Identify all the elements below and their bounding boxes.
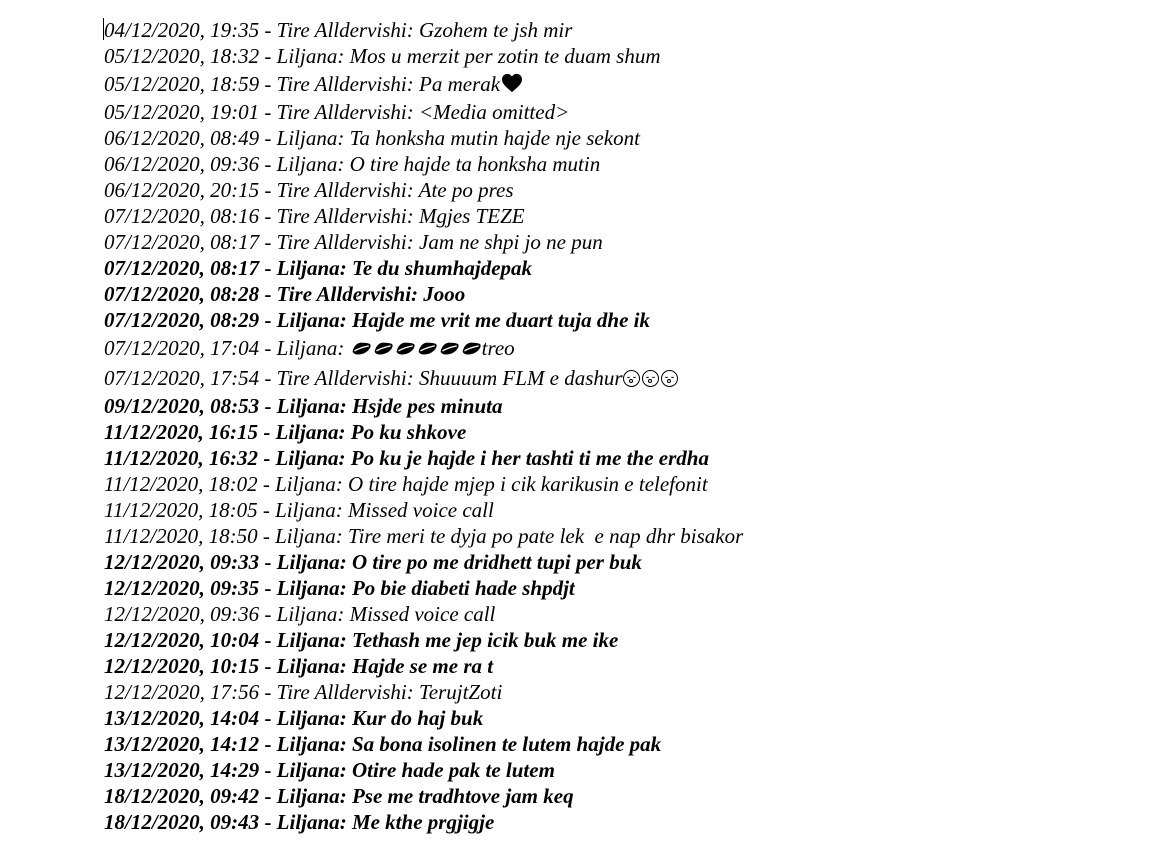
message-timestamp: 13/12/2020, 14:12 bbox=[104, 732, 260, 756]
message-timestamp: 12/12/2020, 17:56 bbox=[104, 680, 260, 704]
message-timestamp: 13/12/2020, 14:29 bbox=[104, 758, 260, 782]
message-timestamp: 12/12/2020, 10:15 bbox=[104, 654, 260, 678]
message-text: Mgjes TEZE bbox=[419, 204, 525, 228]
message-sender: Liljana bbox=[276, 308, 340, 332]
message-sender: Liljana bbox=[276, 152, 338, 176]
kissing-face-icon bbox=[623, 370, 640, 387]
message-sender: Liljana bbox=[275, 498, 336, 522]
message-text: Shuuuum FLM e dashur bbox=[419, 366, 623, 390]
message-timestamp: 12/12/2020, 09:36 bbox=[104, 602, 260, 626]
message-sender: Liljana bbox=[275, 472, 336, 496]
message-separator: - bbox=[259, 810, 277, 834]
message-separator: - bbox=[259, 308, 277, 332]
message-line: 12/12/2020, 17:56 - Tire Alldervishi: TerujtZoti bbox=[104, 680, 503, 704]
message-timestamp: 11/12/2020, 18:50 bbox=[104, 524, 258, 548]
message-line: 07/12/2020, 08:29 - Liljana: Hajde me vrit me duart tuja dhe ik bbox=[104, 308, 651, 332]
message-separator: - bbox=[258, 420, 276, 444]
message-timestamp: 18/12/2020, 09:43 bbox=[104, 810, 260, 834]
message-timestamp: 07/12/2020, 08:29 bbox=[104, 308, 260, 332]
message-text: Me kthe prgjigje bbox=[351, 810, 495, 834]
message-sender: Tire Alldervishi bbox=[276, 204, 407, 228]
message-timestamp: 07/12/2020, 17:04 bbox=[104, 336, 260, 360]
message-text: Hsjde pes minuta bbox=[351, 394, 503, 418]
message-separator: - bbox=[257, 498, 276, 522]
message-sender: Liljana bbox=[276, 602, 338, 626]
message-timestamp: 07/12/2020, 17:54 bbox=[104, 366, 260, 390]
kiss-lips-icon bbox=[438, 341, 460, 355]
message-separator: - bbox=[259, 126, 277, 150]
message-line: 06/12/2020, 20:15 - Tire Alldervishi: Ate po pres bbox=[104, 178, 514, 202]
message-sender: Liljana bbox=[276, 784, 340, 808]
heart-icon bbox=[501, 73, 523, 93]
message-timestamp: 11/12/2020, 18:02 bbox=[104, 472, 258, 496]
message-line: 12/12/2020, 10:15 - Liljana: Hajde se me ra t bbox=[104, 654, 494, 678]
message-sender: Liljana bbox=[276, 732, 340, 756]
message-line: 07/12/2020, 08:28 - Tire Alldervishi: Jooo bbox=[104, 282, 466, 306]
message-separator: - bbox=[259, 706, 277, 730]
chat-transcript[interactable] bbox=[104, 17, 1144, 835]
message-line: 12/12/2020, 09:35 - Liljana: Po bie diabeti hade shpdjt bbox=[104, 576, 575, 600]
message-sender: Liljana bbox=[276, 576, 340, 600]
message-line: 04/12/2020, 19:35 - Tire Alldervishi: Gzohem te jsh mir bbox=[104, 18, 573, 42]
message-text: Po ku shkove bbox=[350, 420, 467, 444]
message-sender: Liljana bbox=[275, 524, 336, 548]
message-text: Gzohem te jsh mir bbox=[419, 18, 573, 42]
message-separator: - bbox=[257, 524, 276, 548]
message-separator: - bbox=[259, 550, 277, 574]
message-sender: Liljana bbox=[276, 44, 338, 68]
message-line: 06/12/2020, 08:49 - Liljana: Ta honksha mutin hajde nje sekont bbox=[104, 126, 640, 150]
message-line: 12/12/2020, 09:33 - Liljana: O tire po me dridhett tupi per buk bbox=[104, 550, 642, 574]
message-separator: - bbox=[259, 336, 277, 360]
message-separator: - bbox=[257, 472, 276, 496]
message-text: O tire hajde mjep i cik karikusin e telefonit bbox=[348, 472, 708, 496]
kissing-face-icon bbox=[642, 370, 659, 387]
message-line: 18/12/2020, 09:43 - Liljana: Me kthe prgjigje bbox=[104, 810, 495, 834]
message-separator: - bbox=[259, 628, 277, 652]
message-sender: Tire Alldervishi bbox=[276, 72, 407, 96]
message-line: 18/12/2020, 09:42 - Liljana: Pse me tradhtove jam keq bbox=[104, 784, 574, 808]
message-line: 07/12/2020, 08:17 - Liljana: Te du shumhajdepak bbox=[104, 256, 533, 280]
message-separator: - bbox=[259, 602, 277, 626]
message-line: 11/12/2020, 16:15 - Liljana: Po ku shkove bbox=[104, 420, 467, 444]
message-text: <Media omitted> bbox=[419, 100, 570, 124]
message-separator: - bbox=[259, 178, 277, 202]
kiss-lips-icon bbox=[460, 341, 482, 355]
message-sender: Liljana bbox=[276, 126, 338, 150]
message-line: 07/12/2020, 08:17 - Tire Alldervishi: Jam ne shpi jo ne pun bbox=[104, 230, 603, 254]
message-separator: - bbox=[259, 758, 277, 782]
message-line: 05/12/2020, 19:01 - Tire Alldervishi: <Media omitted> bbox=[104, 100, 570, 124]
message-timestamp: 12/12/2020, 09:35 bbox=[104, 576, 260, 600]
message-line: 05/12/2020, 18:59 - Tire Alldervishi: Pa merak bbox=[104, 69, 1144, 99]
message-text: Tethash me jep icik buk me ike bbox=[351, 628, 619, 652]
message-sender: Liljana bbox=[276, 550, 340, 574]
message-timestamp: 13/12/2020, 14:04 bbox=[104, 706, 260, 730]
message-separator: - bbox=[259, 784, 277, 808]
message-separator: - bbox=[259, 230, 277, 254]
message-text: Otire hade pak te lutem bbox=[351, 758, 555, 782]
message-text: Pa merak bbox=[419, 72, 501, 96]
message-line: 09/12/2020, 08:53 - Liljana: Hsjde pes minuta bbox=[104, 394, 503, 418]
message-separator: - bbox=[259, 576, 277, 600]
message-sender: Tire Alldervishi bbox=[276, 100, 407, 124]
message-timestamp: 12/12/2020, 09:33 bbox=[104, 550, 260, 574]
message-text: Tire meri te dyja po pate lek e nap dhr bisakor bbox=[348, 524, 744, 548]
message-text: Missed voice call bbox=[348, 498, 494, 522]
message-sender: Tire Alldervishi bbox=[276, 18, 407, 42]
message-timestamp: 18/12/2020, 09:42 bbox=[104, 784, 260, 808]
message-sender: Liljana bbox=[276, 336, 338, 360]
message-text: Sa bona isolinen te lutem hajde pak bbox=[351, 732, 662, 756]
message-sender: Liljana bbox=[276, 810, 340, 834]
message-line: 06/12/2020, 09:36 - Liljana: O tire hajde ta honksha mutin bbox=[104, 152, 601, 176]
message-timestamp: 04/12/2020, 19:35 bbox=[104, 18, 260, 42]
message-separator: - bbox=[259, 282, 277, 306]
message-sender: Liljana bbox=[276, 654, 340, 678]
message-sender: Liljana bbox=[276, 628, 340, 652]
message-text: Po ku je hajde i her tashti ti me the erdha bbox=[350, 446, 709, 470]
message-separator: - bbox=[259, 732, 277, 756]
message-separator: - bbox=[259, 204, 277, 228]
kissing-face-icon bbox=[661, 370, 678, 387]
message-timestamp: 06/12/2020, 20:15 bbox=[104, 178, 260, 202]
message-separator: - bbox=[259, 72, 277, 96]
kiss-lips-icon bbox=[394, 341, 416, 355]
message-text: Missed voice call bbox=[349, 602, 496, 626]
message-sender: Liljana bbox=[276, 256, 340, 280]
message-line: 11/12/2020, 18:50 - Liljana: Tire meri te dyja po pate lek e nap dhr bisakor bbox=[104, 524, 744, 548]
message-timestamp: 06/12/2020, 09:36 bbox=[104, 152, 260, 176]
message-text: O tire po me dridhett tupi per buk bbox=[351, 550, 642, 574]
message-text: Ate po pres bbox=[418, 178, 514, 202]
message-text: Jam ne shpi jo ne pun bbox=[419, 230, 603, 254]
message-line: 11/12/2020, 18:05 - Liljana: Missed voice call bbox=[104, 498, 494, 522]
message-separator: - bbox=[258, 446, 276, 470]
kiss-lips-icon bbox=[416, 341, 438, 355]
message-timestamp: 07/12/2020, 08:16 bbox=[104, 204, 260, 228]
message-text: Te du shumhajdepak bbox=[351, 256, 533, 280]
message-line: 11/12/2020, 16:32 - Liljana: Po ku je hajde i her tashti ti me the erdha bbox=[104, 446, 709, 470]
message-sender: Tire Alldervishi bbox=[276, 230, 407, 254]
message-separator: - bbox=[259, 152, 277, 176]
message-separator: - bbox=[259, 18, 277, 42]
message-text: Hajde me vrit me duart tuja dhe ik bbox=[351, 308, 651, 332]
message-sender: Tire Alldervishi bbox=[276, 366, 407, 390]
message-separator: - bbox=[259, 256, 277, 280]
message-timestamp: 05/12/2020, 18:59 bbox=[104, 72, 260, 96]
message-timestamp: 06/12/2020, 08:49 bbox=[104, 126, 260, 150]
message-separator: - bbox=[259, 654, 277, 678]
message-line: 05/12/2020, 18:32 - Liljana: Mos u merzit per zotin te duam shum bbox=[104, 44, 661, 68]
message-timestamp: 12/12/2020, 10:04 bbox=[104, 628, 260, 652]
kiss-lips-icon bbox=[350, 341, 372, 355]
message-text: Po bie diabeti hade shpdjt bbox=[351, 576, 575, 600]
message-text: Jooo bbox=[423, 282, 466, 306]
message-timestamp: 07/12/2020, 08:17 bbox=[104, 256, 260, 280]
message-separator: - bbox=[259, 680, 277, 704]
message-sender: Liljana bbox=[276, 758, 340, 782]
message-timestamp: 05/12/2020, 18:32 bbox=[104, 44, 260, 68]
message-line: 13/12/2020, 14:12 - Liljana: Sa bona isolinen te lutem hajde pak bbox=[104, 732, 662, 756]
message-sender: Tire Alldervishi bbox=[276, 680, 407, 704]
message-text: treo bbox=[481, 336, 515, 360]
message-text: Mos u merzit per zotin te duam shum bbox=[349, 44, 661, 68]
message-line: 12/12/2020, 09:36 - Liljana: Missed voice call bbox=[104, 602, 496, 626]
message-sender: Liljana bbox=[275, 446, 339, 470]
message-sender: Liljana bbox=[276, 394, 340, 418]
message-text: TerujtZoti bbox=[419, 680, 503, 704]
message-timestamp: 11/12/2020, 16:15 bbox=[104, 420, 259, 444]
message-text: Hajde se me ra t bbox=[351, 654, 494, 678]
message-line: 07/12/2020, 17:04 - Liljana: treo bbox=[104, 336, 515, 360]
kiss-lips-icon bbox=[372, 341, 394, 355]
message-timestamp: 11/12/2020, 16:32 bbox=[104, 446, 259, 470]
message-text: Pse me tradhtove jam keq bbox=[351, 784, 574, 808]
message-separator: - bbox=[259, 366, 277, 390]
message-line: 07/12/2020, 08:16 - Tire Alldervishi: Mgjes TEZE bbox=[104, 204, 525, 228]
message-sender: Tire Alldervishi bbox=[276, 282, 412, 306]
message-line: 13/12/2020, 14:29 - Liljana: Otire hade pak te lutem bbox=[104, 758, 555, 782]
message-sender: Liljana bbox=[275, 420, 339, 444]
message-separator: - bbox=[259, 44, 277, 68]
message-timestamp: 09/12/2020, 08:53 bbox=[104, 394, 260, 418]
message-separator: - bbox=[259, 100, 277, 124]
message-text: Ta honksha mutin hajde nje sekont bbox=[349, 126, 640, 150]
message-sender: Tire Alldervishi bbox=[276, 178, 407, 202]
message-text: O tire hajde ta honksha mutin bbox=[349, 152, 601, 176]
message-timestamp: 07/12/2020, 08:28 bbox=[104, 282, 260, 306]
message-line: 13/12/2020, 14:04 - Liljana: Kur do haj buk bbox=[104, 706, 484, 730]
message-timestamp: 07/12/2020, 08:17 bbox=[104, 230, 260, 254]
message-sender: Liljana bbox=[276, 706, 340, 730]
message-timestamp: 05/12/2020, 19:01 bbox=[104, 100, 260, 124]
message-text: Kur do haj buk bbox=[351, 706, 484, 730]
message-line: 07/12/2020, 17:54 - Tire Alldervishi: Shuuuum FLM e dashur bbox=[104, 363, 1144, 393]
message-timestamp: 11/12/2020, 18:05 bbox=[104, 498, 258, 522]
message-line: 12/12/2020, 10:04 - Liljana: Tethash me jep icik buk me ike bbox=[104, 628, 619, 652]
message-line: 11/12/2020, 18:02 - Liljana: O tire hajde mjep i cik karikusin e telefonit bbox=[104, 472, 708, 496]
message-separator: - bbox=[259, 394, 277, 418]
